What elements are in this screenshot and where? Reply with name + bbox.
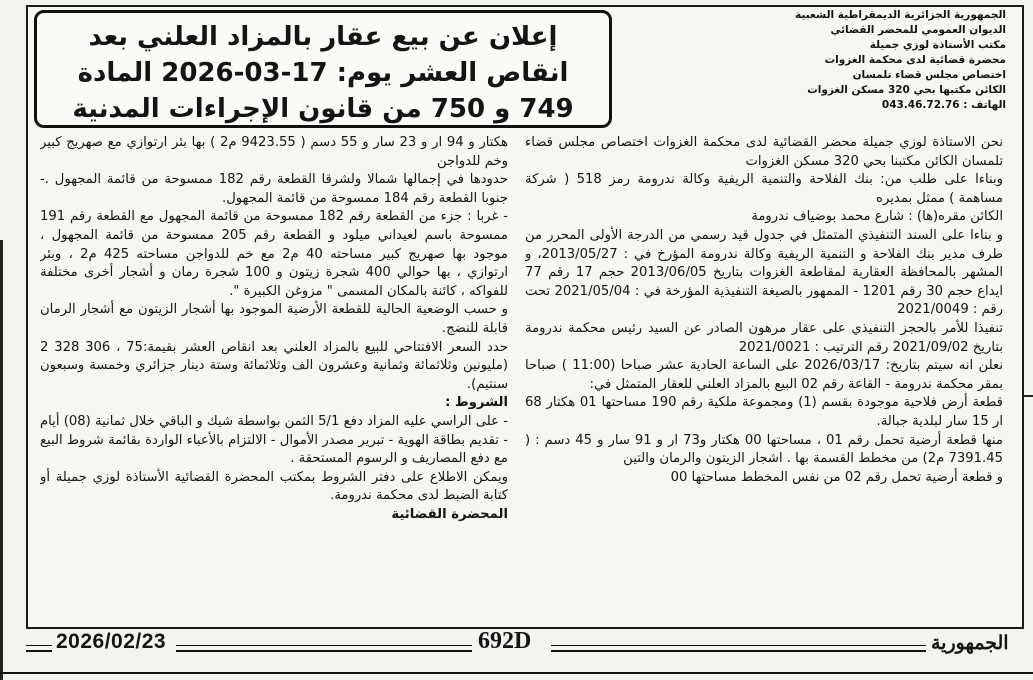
bailiff-office-header — [676, 8, 1006, 113]
office-line: الديوان العمومي للمحضر القضائي — [830, 24, 1006, 36]
office-line: الكائن مكتبها بحي 320 مسكن الغزوات — [807, 84, 1006, 96]
footer-date: 2026/02/23 — [56, 630, 167, 653]
page-bottom-rule — [0, 664, 1033, 679]
paragraph: تنفيذا للأمر بالحجز التنفيذي على عقار مرهون الصادر عن السيد رئيس محكمة ندرومة بتاريخ 2021/09/02 رقم الترتيب : 2021/0021 — [525, 320, 1003, 355]
office-phone: الهاتف : 043.46.72.76 — [881, 99, 1006, 111]
footer-rule — [551, 645, 926, 652]
page-footer — [26, 630, 1020, 660]
paragraph: حدد السعر الافتتاحي للبيع بالمزاد العلني بعد انقاص العشر بقيمة:75 ، 306 328 2 (مليونين وثلاثمائة وثمانية وعشرون الف وثلاثمائة وستة دينار جزائري وخمسة وسبعون سنتيم). — [40, 339, 508, 392]
paragraph: - على الراسي عليه المزاد دفع 5/1 الثمن بواسطة شيك و الباقي خلال ثمانية (08) أيام - تقديم بطاقة الهوية - تبرير مصدر الأموال - الالتزام بالأعباء الواردة بقائمة شروط البيع مع دفع المصاريف و الرسوم المستحقة . — [40, 413, 508, 467]
paragraph: ويمكن الاطلاع على دفتر الشروط بمكتب المحضرة القضائية الأستاذة لوزي جميلة أو كتابة الضبط لدى محكمة ندرومة. — [40, 469, 508, 504]
footer-rule — [176, 645, 472, 652]
text-column-right — [525, 134, 1003, 620]
office-line: الجمهورية الجزائرية الديمقراطية الشعبية — [795, 9, 1006, 21]
conditions-heading: الشروط : — [445, 395, 508, 411]
paragraph: نحن الاستاذة لوزي جميلة محضر القضائية لدى محكمة الغزوات اختصاص مجلس قضاء تلمسان الكائن مكتبنا بحي 320 مسكن الغزوات — [525, 135, 1003, 169]
newspaper-masthead: الجمهورية — [931, 632, 1009, 654]
bottom-rule-line — [0, 672, 1033, 674]
office-line: اختصاص مجلس قضاء تلمسان — [852, 69, 1006, 81]
title-text: إعلان عن بيع عقار بالمزاد العلني بعد انقاص العشر يوم: 17-03-2026 المادة 749 و 750 من قانون الإجراءات المدنية — [72, 22, 574, 124]
paragraph: و حسب الوضعية الحالية للقطعة الأرضية الموجود بها أشجار الزيتون مع أشجار الرمان قابلة للنضج. — [40, 302, 508, 336]
paragraph: - غربا : جزء من القطعة رقم 182 ممسوحة من قائمة المجهول مع القطعة رقم 191 ممسوحة باسم لعيداني ميلود و القطعة رقم 205 ممسوحة من قائمة المجهول ، موجود بها صهريج كبير مساحته 40 م2 مع خم للدواجن مساحته 425 م2 ، وبئر ارتوازي ، بها حوالي 400 شجرة زيتون و 100 شجرة رمان و أشجار أخرى مختلفة للفواكه ، كائنة بالمكان المسمى " مزوغن الكبيرة ". — [40, 209, 508, 299]
footer-code: 692D — [478, 628, 532, 654]
announcement-title — [34, 10, 612, 128]
paragraph: حدودها في إجمالها شمالا ولشرقا القطعة رقم 182 ممسوحة من قائمة المجهول .- جنوبا القطعة رقم 184 ممسوحة من قائمة المجهول. — [40, 172, 508, 206]
paragraph: قطعة أرض فلاحية موجودة بقسم (1) ومجموعة ملكية رقم 190 مساحتها 01 هكتار 68 ار 15 سار لبلدية جبالة. — [525, 395, 1003, 429]
paragraph: و بناءا على السند التنفيذي المتمثل في جدول قيد رسمي من الدرجة الأولى المحرر من طرف مدير بنك الفلاحة و التنمية الريفية وكالة ندرومة المؤرخ في : 2013/05/27، و المشهر بالمحافظة العقارية لمقاطعة الغزوات بتاريخ 2013/06/05 حجم 17 رقم 77 ايداع حجم 30 رقم 1201 - الممهور بالصيغة التنفيذية المؤرخة في : 2021/05/04 تحت رقم : 2021/0049 — [525, 227, 1003, 318]
paragraph: الكائن مقره(ها) : شارع محمد بوضياف ندرومة — [751, 209, 1003, 225]
office-line: محضرة قضائية لدى محكمة الغزوات — [824, 54, 1006, 66]
scan-edge-mark — [0, 240, 3, 680]
paragraph: منها قطعة أرضية تحمل رقم 01 ، مساحتها 00 هكتار و73 ار و 91 سار و 45 دسم : ( 7391.45 م2) من مخطط القسمة بها . اشجار الزيتون والرمان والتين — [525, 432, 1003, 467]
text-column-left — [40, 134, 508, 620]
paragraph: وبناءا على طلب من: بنك الفلاحة والتنمية الريفية وكالة ندرومة رمز 518 ( شركة مساهمة ) ممثل بمديره — [525, 172, 1003, 206]
paragraph: هكتار و 94 ار و 23 سار و 55 دسم ( 9423.55 م2 ) بها بئر ارتوازي مع صهريج كبير وخم للدواجن — [40, 135, 508, 169]
paragraph: نعلن انه سيتم بتاريخ: 2026/03/17 على الساعة الحادية عشر صباحا (11:00 ) صباحا بمقر محكمة ندرومة - القاعة رقم 02 البيع بالمزاد العلني للعقار المتمثل في: — [525, 358, 1003, 392]
paragraph: و قطعة أرضية تحمل رقم 02 من نفس المخطط مساحتها 00 — [670, 469, 1003, 485]
footer-rule — [26, 645, 52, 652]
office-line: مكتب الأستاذة لوزي جميلة — [869, 39, 1006, 51]
signature-line: المحضرة القضائية — [391, 506, 508, 522]
